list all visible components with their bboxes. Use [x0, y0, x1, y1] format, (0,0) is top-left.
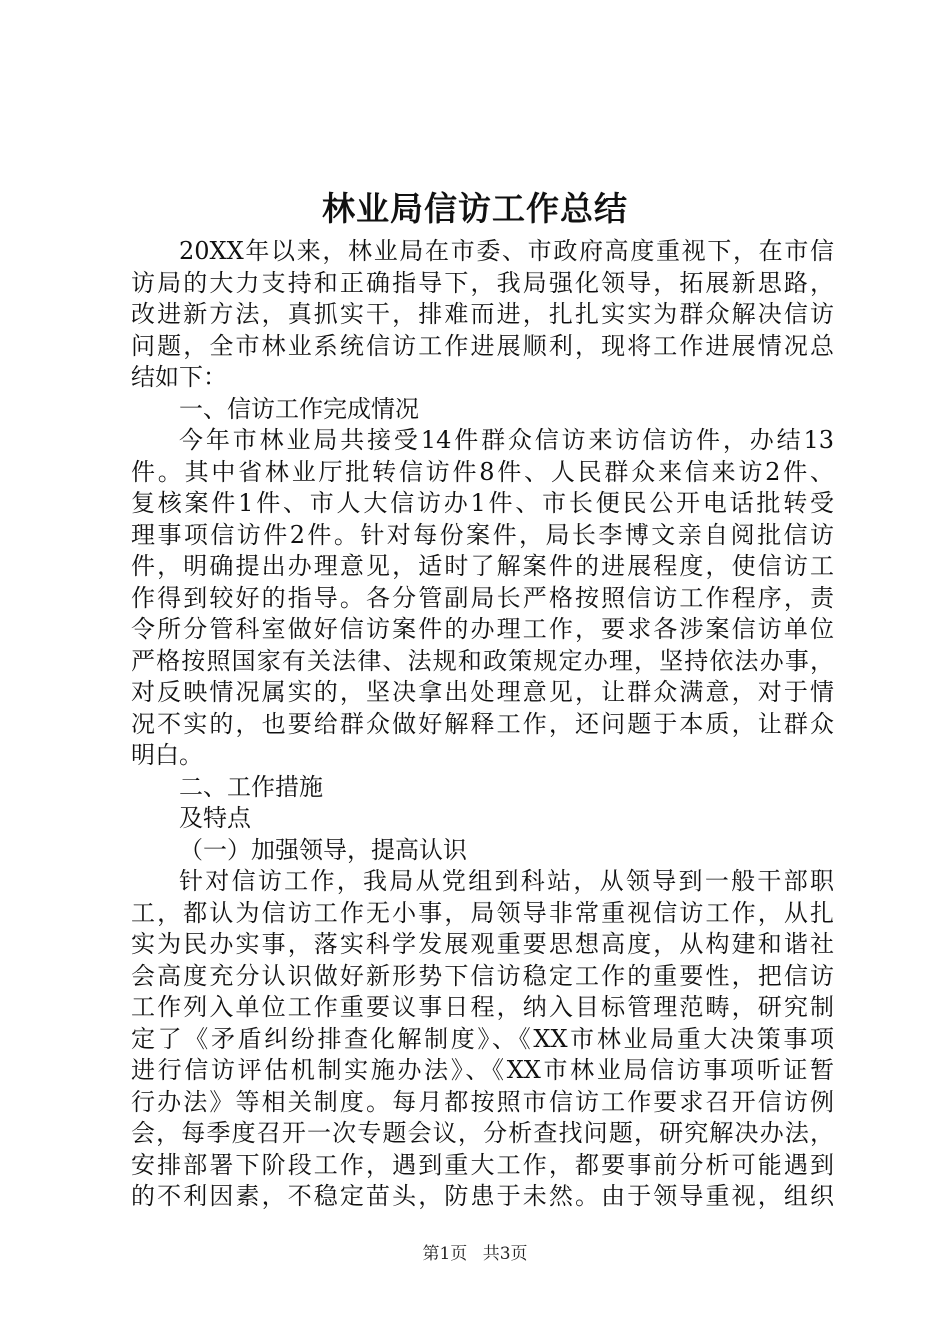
body-line: 明白。: [131, 741, 203, 769]
body-line: 进行信访评估机制实施办法》、《XX市林业局信访事项听证暂: [131, 1056, 834, 1084]
body-line: 令所分管科室做好信访案件的办理工作，要求各涉案信访单位: [131, 615, 834, 643]
body-line: 件，明确提出办理意见，适时了解案件的进展程度，使信访工: [131, 552, 834, 580]
body-line: 及特点: [179, 804, 251, 832]
body-line: 况不实的，也要给群众做好解释工作，还问题于本质，让群众: [131, 709, 834, 738]
body-line: 复核案件1件、市人大信访办1件、市长便民公开电话批转受: [131, 489, 834, 517]
body-line: 一、信访工作完成情况: [179, 394, 419, 423]
body-line: 会，每季度召开一次专题会议，分析查找问题，研究解决办法，: [131, 1119, 834, 1147]
document-body: [131, 236, 834, 1213]
body-line: 二、工作措施: [179, 772, 323, 801]
body-line: （一）加强领导，提高认识: [179, 835, 467, 864]
body-line: 实为民办实事，落实科学发展观重要思想高度，从构建和谐社: [131, 930, 834, 958]
body-line: 严格按照国家有关法律、法规和政策规定办理，坚持依法办事，: [131, 646, 834, 675]
page-total: 共3页: [482, 1244, 528, 1264]
body-line: 工作列入单位工作重要议事日程，纳入目标管理范畴，研究制: [131, 993, 834, 1021]
body-line: 对反映情况属实的，坚决拿出处理意见，让群众满意，对于情: [131, 678, 834, 706]
body-line: 安排部署下阶段工作，遇到重大工作，都要事前分析可能遇到: [131, 1150, 834, 1179]
body-line: 今年市林业局共接受14件群众信访来访信访件，办结13: [179, 426, 834, 454]
body-line: 理事项信访件2件。针对每份案件，局长李博文亲自阅批信访: [131, 520, 834, 549]
body-line: 行办法》等相关制度。每月都按照市信访工作要求召开信访例: [131, 1087, 834, 1116]
body-line: 针对信访工作，我局从党组到科站，从领导到一般干部职: [179, 867, 834, 895]
body-line: 件。其中省林业厅批转信访件8件、人民群众来信来访2件、: [131, 457, 834, 486]
body-line: 工，都认为信访工作无小事，局领导非常重视信访工作，从扎: [131, 898, 834, 927]
body-line: 20XX年以来，林业局在市委、市政府高度重视下，在市信: [179, 237, 834, 265]
body-line: 的不利因素，不稳定苗头，防患于未然。由于领导重视，组织: [131, 1182, 834, 1210]
body-line: 结如下：: [131, 363, 227, 391]
body-line: 访局的大力支持和正确指导下，我局强化领导，拓展新思路，: [131, 268, 834, 297]
body-line: 改进新方法，真抓实干，排难而进，扎扎实实为群众解决信访: [131, 300, 834, 328]
body-line: 会高度充分认识做好新形势下信访稳定工作的重要性，把信访: [131, 961, 834, 990]
body-line: 作得到较好的指导。各分管副局长严格按照信访工作程序，责: [131, 583, 834, 612]
page-footer: [0, 1242, 950, 1266]
page-number: 第1页: [422, 1244, 468, 1264]
body-line: 问题，全市林业系统信访工作进展顺利，现将工作进展情况总: [131, 331, 834, 360]
body-line: 定了《矛盾纠纷排查化解制度》、《XX市林业局重大决策事项: [131, 1024, 834, 1053]
document-title: 林业局信访工作总结: [322, 189, 628, 228]
